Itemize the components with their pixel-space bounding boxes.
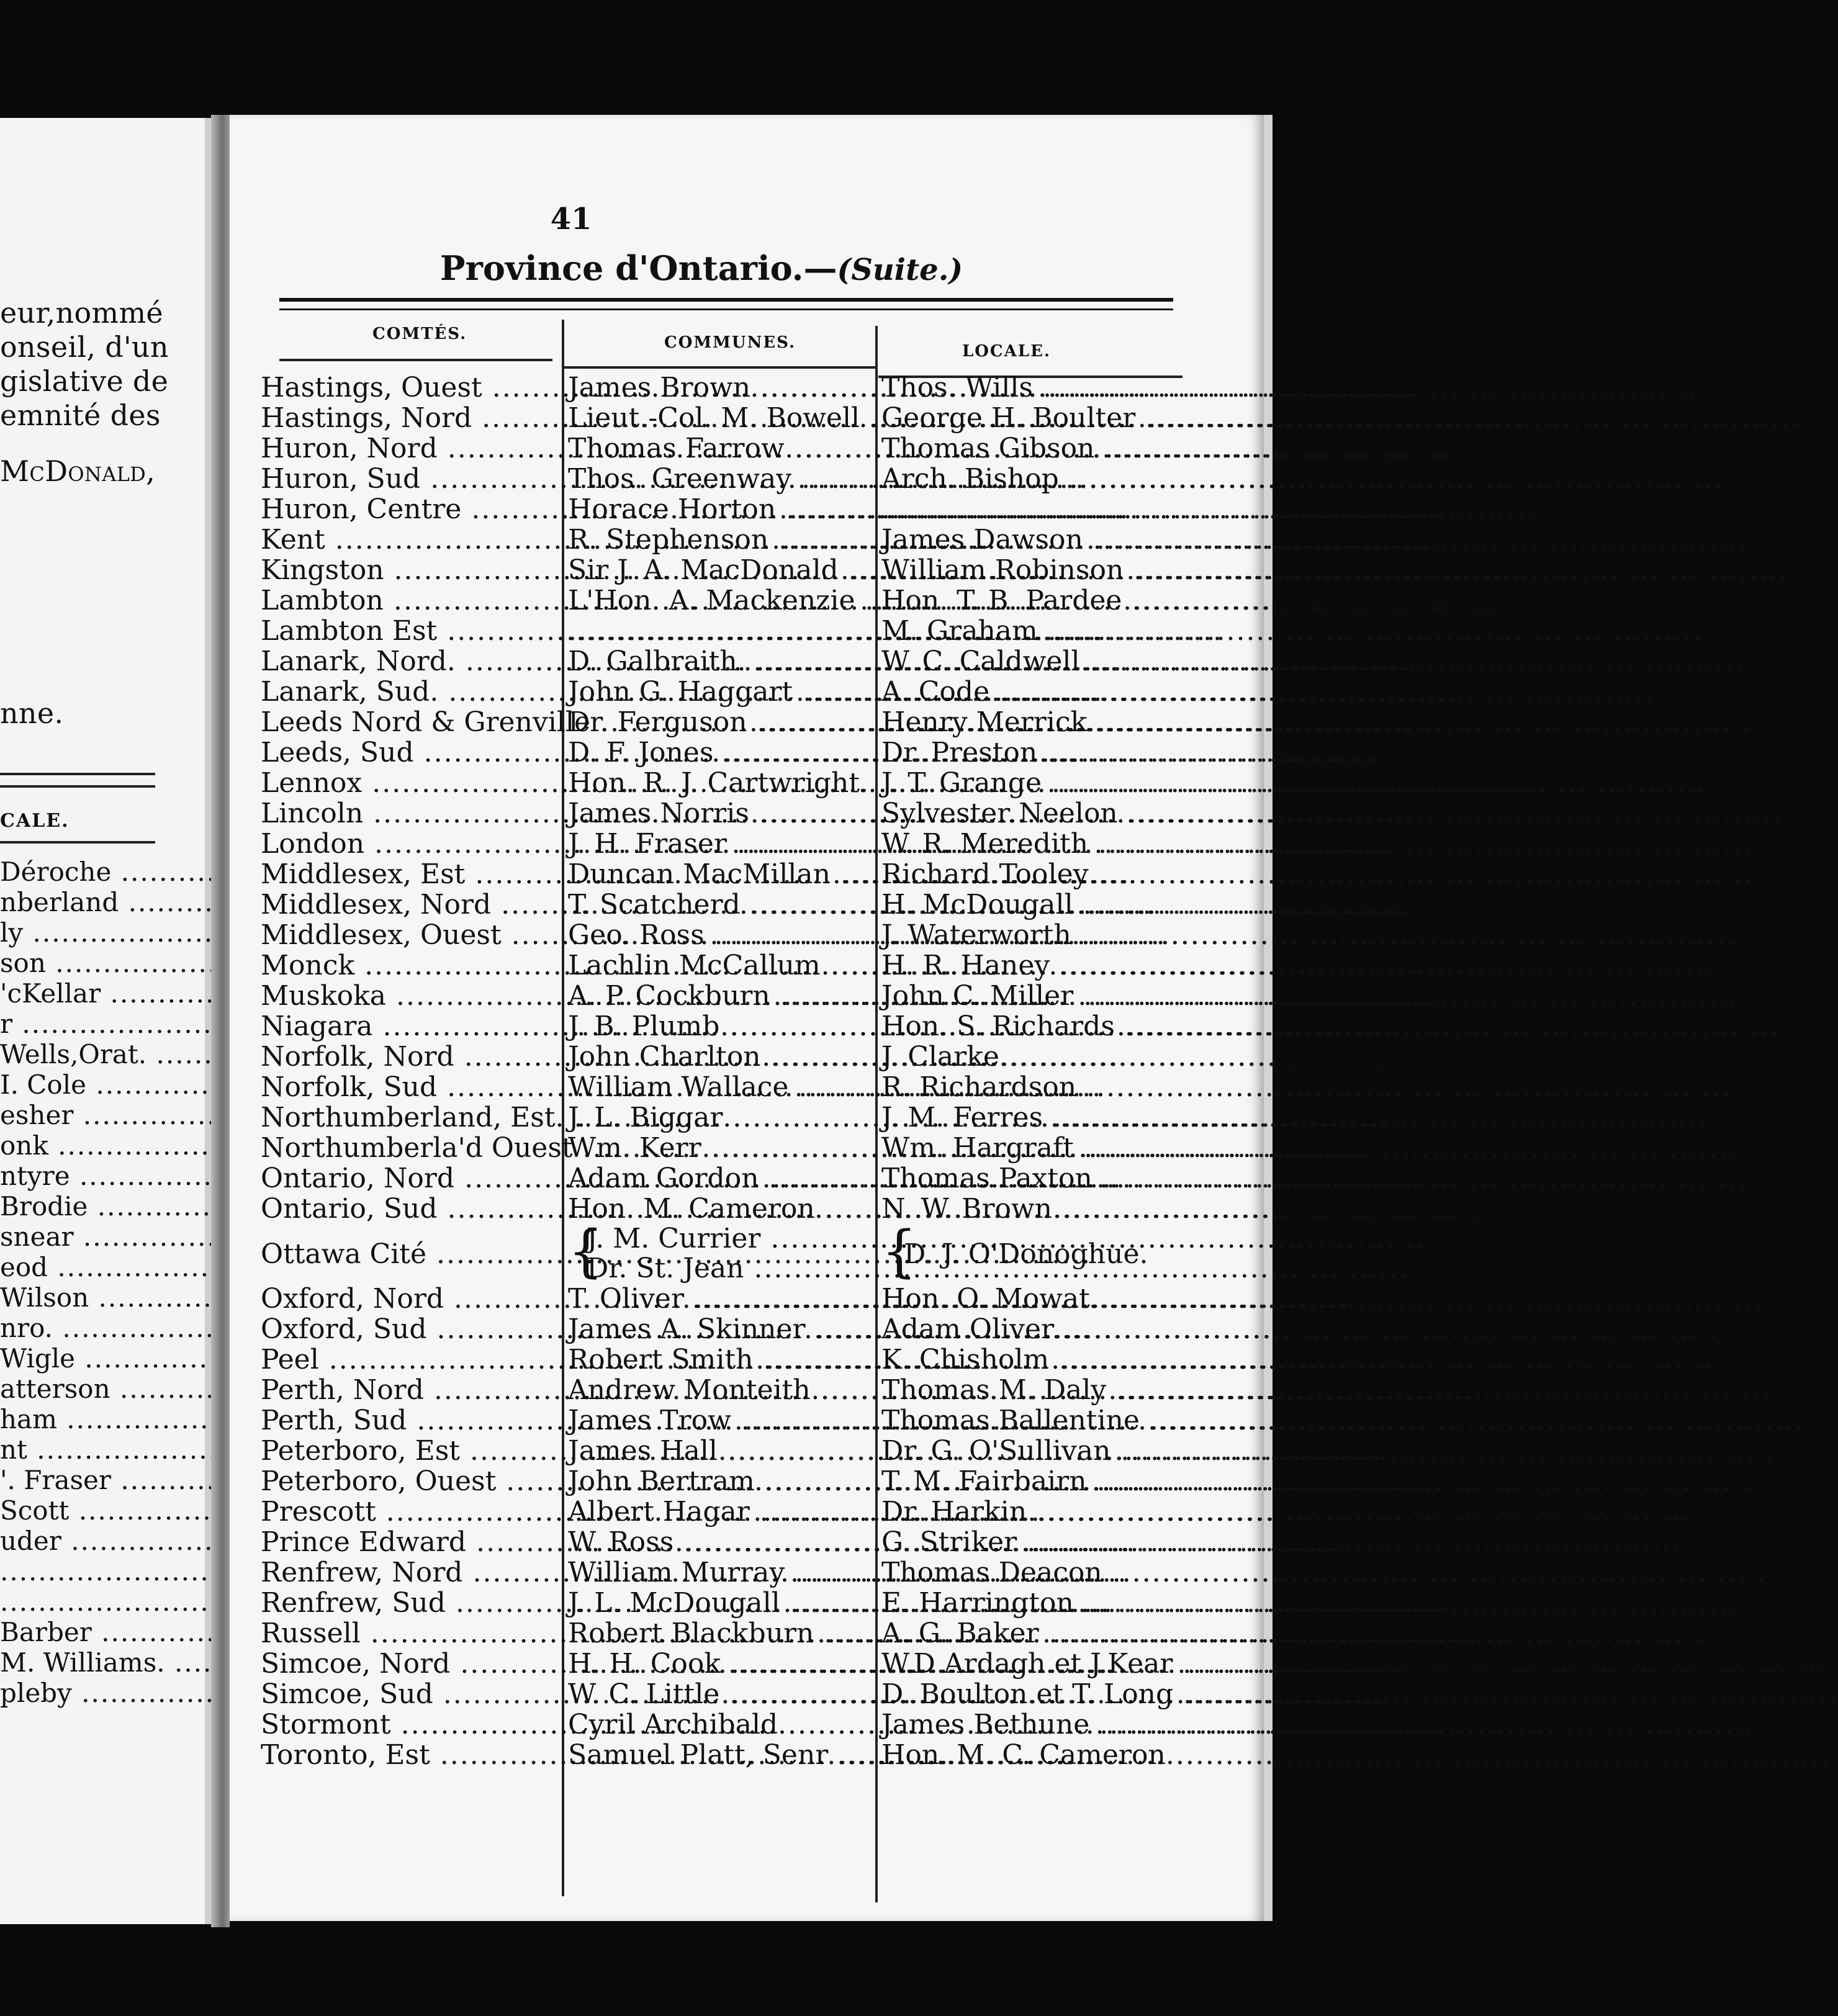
commons-cell: Robert Blackburn ..... <box>568 1618 878 1649</box>
table-row <box>230 524 1223 555</box>
local-cell: Wm. Hargraft ..... <box>881 1133 1186 1163</box>
commons-cell: Thos. Greenway ..... <box>568 464 878 494</box>
members-table <box>230 372 1223 1770</box>
table-row <box>230 433 1223 464</box>
county-cell: Kingston ..... <box>261 555 534 585</box>
county-cell: Middlesex, Ouest ..... <box>261 920 534 950</box>
local-cell: Thomas Deacon ..... <box>881 1557 1186 1588</box>
county-cell: Leeds, Sud ..... <box>261 737 534 768</box>
local-cell: Hon. M. C. Cameron ..... <box>881 1740 1186 1770</box>
local-cell: R. Richardson ..... <box>881 1072 1186 1102</box>
county-cell: Prince Edward ..... <box>261 1527 534 1557</box>
county-cell: Peterboro, Est ..... <box>261 1436 534 1466</box>
commons-cell: William Wallace ..... <box>568 1072 878 1102</box>
left-list-row: ham ..... <box>0 1404 803 1434</box>
county-cell: Hastings, Ouest ..... <box>261 372 534 403</box>
county-cell: Perth, Sud ..... <box>261 1405 534 1436</box>
commons-cell <box>568 1219 878 1284</box>
county-cell: Lanark, Nord. ..... <box>261 646 534 677</box>
table-row <box>230 1072 1223 1102</box>
commons-cell: Cyril Archibald ..... <box>568 1709 878 1740</box>
left-rule <box>0 773 155 775</box>
commons-cell: L'Hon. A. Mackenzie ..... <box>568 585 878 616</box>
left-fragment: gislative de <box>0 364 169 398</box>
county-cell: Lennox ..... <box>261 768 534 798</box>
table-row <box>230 798 1223 829</box>
commons-cell: James Norris ..... <box>568 798 878 829</box>
table-row <box>230 1163 1223 1194</box>
county-cell: Huron, Centre ..... <box>261 494 534 524</box>
commons-cell: Wm. Kerr ..... <box>568 1133 878 1163</box>
left-list-row: uder ..... <box>0 1526 803 1556</box>
left-list-row: nro. ..... <box>0 1313 803 1343</box>
commons-cell: A. P. Cockburn ..... <box>568 981 878 1011</box>
column-header-comtes: COMTÉS. <box>372 325 467 343</box>
table-row <box>230 1194 1223 1224</box>
local-cell: John C. Miller ..... <box>881 981 1186 1011</box>
table-row <box>230 981 1223 1011</box>
commons-cell: Lieut.-Col. M. Bowell ..... <box>568 403 878 433</box>
commons-cell: Albert Hagar ..... <box>568 1496 878 1527</box>
local-cell: James Dawson ..... <box>881 524 1186 555</box>
local-cell: Arch. Bishop ..... <box>881 464 1186 494</box>
county-cell: Perth, Nord ..... <box>261 1375 534 1405</box>
county-cell: Ottawa Cité ..... <box>261 1239 534 1269</box>
commons-cell: J. L. Biggar ..... <box>568 1102 878 1133</box>
brace-glyph: { <box>568 1219 604 1284</box>
left-list-row: '. Fraser ..... <box>0 1465 803 1495</box>
table-row <box>230 1375 1223 1405</box>
county-cell: Lambton ..... <box>261 585 534 616</box>
commons-cell: T. Oliver ..... <box>568 1284 878 1314</box>
table-row <box>230 889 1223 920</box>
left-list-row: eod ..... <box>0 1252 803 1282</box>
local-cell: N. W. Brown ..... <box>881 1194 1186 1224</box>
county-cell: Stormont ..... <box>261 1709 534 1740</box>
page-number: 41 <box>550 202 592 236</box>
left-list-row: ntyre ..... <box>0 1161 803 1191</box>
commons-cell: J. L. McDougall ..... <box>568 1588 878 1618</box>
table-row <box>230 1102 1223 1133</box>
left-fragment: McDonald, <box>0 454 156 488</box>
left-list-row: Wells,Orat. ..... <box>0 1039 803 1069</box>
county-cell: Northumberla'd Ouest ..... <box>261 1133 534 1163</box>
left-list-row: M. Williams. ..... <box>0 1647 803 1678</box>
county-cell: Lambton Est ..... <box>261 616 534 646</box>
local-cell: Dr. G. O'Sullivan ..... <box>881 1436 1186 1466</box>
commons-cell: D. Galbraith. ..... <box>568 646 878 677</box>
title-suffix: (Suite.) <box>837 253 963 287</box>
table-row <box>230 1588 1223 1618</box>
county-cell: Leeds Nord & Grenville ..... <box>261 707 534 737</box>
left-rule <box>0 841 155 844</box>
local-cell: Richard Tooley ..... <box>881 859 1186 889</box>
local-cell: G. Striker ..... <box>881 1527 1186 1557</box>
commons-cell: John Charlton ..... <box>568 1042 878 1072</box>
local-cell: Hon. T. B. Pardee ..... <box>881 585 1186 616</box>
commons-cell: Andrew Monteith ..... <box>568 1375 878 1405</box>
county-cell: Huron, Nord ..... <box>261 433 534 464</box>
county-cell: Monck ..... <box>261 950 534 981</box>
local-cell: George H. Boulter ..... <box>881 403 1186 433</box>
table-row <box>230 1011 1223 1042</box>
header-underline-comtes <box>279 359 552 361</box>
right-page <box>230 115 1273 1921</box>
header-underline-communes <box>562 366 875 369</box>
local-cell: Dr. Harkin ..... <box>881 1496 1186 1527</box>
left-list-row: Wilson ..... <box>0 1282 803 1313</box>
local-cell: H. McDougall ..... <box>881 889 1186 920</box>
table-row <box>230 1649 1223 1679</box>
local-cell: Thomas M. Daly ..... <box>881 1375 1186 1405</box>
county-cell: Lincoln ..... <box>261 798 534 829</box>
table-row <box>230 1557 1223 1588</box>
table-row <box>230 1042 1223 1072</box>
table-row <box>230 1219 1223 1284</box>
commons-cell: Lachlin McCallum ..... <box>568 950 878 981</box>
local-cell: W. C. Caldwell ..... <box>881 646 1186 677</box>
local-cell: M. Graham ..... <box>881 616 1186 646</box>
local-cell: Dr. Preston ..... <box>881 737 1186 768</box>
left-list-row: Scott ..... <box>0 1495 803 1526</box>
table-row <box>230 1466 1223 1496</box>
commons-cell: J. B. Plumb ..... <box>568 1011 878 1042</box>
county-cell: Ontario, Nord ..... <box>261 1163 534 1194</box>
left-list-row: nt ..... <box>0 1434 803 1465</box>
county-cell: Norfolk, Sud ..... <box>261 1072 534 1102</box>
local-cell: J. Waterworth ..... <box>881 920 1186 950</box>
table-row <box>230 1314 1223 1344</box>
county-cell: Peterboro, Ouest ..... <box>261 1466 534 1496</box>
local-name: D. J. O'Donoghue. <box>904 1238 1148 1270</box>
commons-cell: James A. Skinner ..... <box>568 1314 878 1344</box>
table-row <box>230 555 1223 585</box>
commons-cell: John G. Haggart ..... <box>568 677 878 707</box>
local-cell: Thomas Gibson ..... <box>881 433 1186 464</box>
county-cell: Oxford, Nord ..... <box>261 1284 534 1314</box>
county-cell: Renfrew, Nord ..... <box>261 1557 534 1588</box>
commons-cell: D. F. Jones ..... <box>568 737 878 768</box>
commons-cell: J. H. Fraser ..... <box>568 829 878 859</box>
local-cell: A. Code ..... <box>881 677 1186 707</box>
commons-name: Dr. St. Jean ..... <box>568 1254 878 1284</box>
left-fragment: nne. <box>0 696 64 730</box>
table-row <box>230 1344 1223 1375</box>
county-cell: Renfrew, Sud ..... <box>261 1588 534 1618</box>
local-cell: H. R. Haney ..... <box>881 950 1186 981</box>
commons-cell: H. H. Cook ..... <box>568 1649 878 1679</box>
local-cell: Thos. Wills ..... <box>881 372 1186 403</box>
county-cell: London ..... <box>261 829 534 859</box>
local-cell: J. M. Ferres ..... <box>881 1102 1186 1133</box>
county-cell: Russell ..... <box>261 1618 534 1649</box>
county-cell: Lanark, Sud. ..... <box>261 677 534 707</box>
local-cell: J. Clarke ..... <box>881 1042 1186 1072</box>
left-list-row: nberland ..... <box>0 887 803 917</box>
table-row <box>230 859 1223 889</box>
commons-cell: T. Scatcherd ..... <box>568 889 878 920</box>
table-row <box>230 737 1223 768</box>
table-row <box>230 494 1223 524</box>
table-row <box>230 677 1223 707</box>
left-list-row: Barber ..... <box>0 1617 803 1647</box>
left-list-row: Brodie ..... <box>0 1191 803 1222</box>
table-row <box>230 1436 1223 1466</box>
table-row <box>230 1284 1223 1314</box>
commons-cell: William Murray ..... <box>568 1557 878 1588</box>
title-text: Province d'Ontario.— <box>439 248 837 288</box>
column-header-communes: COMMUNES. <box>664 333 796 352</box>
left-list-row: onk ..... <box>0 1130 803 1161</box>
left-list-row: I. Cole ..... <box>0 1069 803 1100</box>
left-list-row: ly ..... <box>0 917 803 948</box>
table-row <box>230 829 1223 859</box>
commons-cell: Hon. R. J. Cartwright. ..... <box>568 768 878 798</box>
table-row <box>230 1405 1223 1436</box>
left-fragment: eur,nommé <box>0 296 163 330</box>
left-page-fragment <box>0 118 211 1924</box>
table-row <box>230 646 1223 677</box>
local-cell: James Bethune ..... <box>881 1709 1186 1740</box>
brace-glyph: { <box>881 1219 917 1284</box>
table-row <box>230 707 1223 737</box>
commons-name: J. M. Currier ..... <box>568 1224 878 1254</box>
county-cell: Peel ..... <box>261 1344 534 1375</box>
table-row <box>230 585 1223 616</box>
left-list-row: atterson ..... <box>0 1374 803 1404</box>
commons-cell: Robert Smith ..... <box>568 1344 878 1375</box>
table-row <box>230 464 1223 494</box>
local-cell: W. R. Meredith ..... <box>881 829 1186 859</box>
local-cell: Henry Merrick ..... <box>881 707 1186 737</box>
county-cell: Oxford, Sud ..... <box>261 1314 534 1344</box>
left-list-row: Wigle ..... <box>0 1343 803 1374</box>
page-title <box>230 248 1173 288</box>
commons-cell: James Hall ..... <box>568 1436 878 1466</box>
commons-cell: W. C. Little ..... <box>568 1679 878 1709</box>
table-row <box>230 616 1223 646</box>
local-cell: D. Boulton et T. Long ..... <box>881 1679 1186 1709</box>
left-list-row: snear ..... <box>0 1222 803 1252</box>
left-list-row: Déroche ..... <box>0 857 803 887</box>
county-cell: Middlesex, Nord ..... <box>261 889 534 920</box>
local-cell: Sylvester Neelon ..... <box>881 798 1186 829</box>
county-cell: Northumberland, Est. ..... <box>261 1102 534 1133</box>
table-row <box>230 1527 1223 1557</box>
local-cell: A. G. Baker ..... <box>881 1618 1186 1649</box>
local-cell: E. Harrington ..... <box>881 1588 1186 1618</box>
table-row <box>230 372 1223 403</box>
commons-cell: Adam Gordon ..... <box>568 1163 878 1194</box>
column-header-locale: LOCALE. <box>962 342 1051 361</box>
table-row <box>230 1618 1223 1649</box>
table-row <box>230 1740 1223 1770</box>
local-cell: T. M. Fairbairn ..... <box>881 1466 1186 1496</box>
left-column-header: CALE. <box>0 810 70 832</box>
commons-cell: Samuel Platt, Senr ..... <box>568 1740 878 1770</box>
commons-cell: James Brown ..... <box>568 372 878 403</box>
table-row <box>230 920 1223 950</box>
commons-cell: John Bertram ..... <box>568 1466 878 1496</box>
table-row <box>230 1679 1223 1709</box>
county-cell: Ontario, Sud ..... <box>261 1194 534 1224</box>
county-cell: Hastings, Nord ..... <box>261 403 534 433</box>
commons-cell: W. Ross ..... <box>568 1527 878 1557</box>
county-cell: Muskoka ..... <box>261 981 534 1011</box>
local-cell: Thomas Ballentine ..... <box>881 1405 1186 1436</box>
local-cell: Hon. S. Richards ..... <box>881 1011 1186 1042</box>
commons-cell: R. Stephenson ..... <box>568 524 878 555</box>
local-cell <box>881 1219 1186 1284</box>
county-cell: Simcoe, Sud ..... <box>261 1679 534 1709</box>
local-cell: Adam Oliver ..... <box>881 1314 1186 1344</box>
left-fragment: onseil, d'un <box>0 330 169 364</box>
commons-cell: Thomas Farrow ..... <box>568 433 878 464</box>
county-cell: Kent ..... <box>261 524 534 555</box>
table-row <box>230 768 1223 798</box>
local-cell: J. T. Grange ..... <box>881 768 1186 798</box>
title-rule <box>279 298 1173 302</box>
commons-cell: James Trow ..... <box>568 1405 878 1436</box>
table-row <box>230 950 1223 981</box>
commons-cell: Horace Horton ..... <box>568 494 878 524</box>
left-list-row: r ..... <box>0 1009 803 1039</box>
left-list-row: pleby ..... <box>0 1678 803 1708</box>
left-list-row: 'cKellar ..... <box>0 978 803 1009</box>
book-gutter <box>211 115 230 1927</box>
local-cell: W.D Ardagh et J.Kear ..... <box>881 1649 1186 1679</box>
left-rule <box>0 785 155 788</box>
county-cell: Norfolk, Nord ..... <box>261 1042 534 1072</box>
left-fragment: emnité des <box>0 398 161 432</box>
commons-cell: Geo. Ross ..... <box>568 920 878 950</box>
county-cell: Toronto, Est ..... <box>261 1740 534 1770</box>
local-cell: Thomas Paxton ..... <box>881 1163 1186 1194</box>
commons-cell: Hon. M. Cameron ..... <box>568 1194 878 1224</box>
county-cell: Middlesex, Est ..... <box>261 859 534 889</box>
title-rule <box>279 308 1173 310</box>
commons-cell: Dr. Ferguson ..... <box>568 707 878 737</box>
county-cell: Prescott ..... <box>261 1496 534 1527</box>
county-cell: Huron, Sud ..... <box>261 464 534 494</box>
left-list-row: son ..... <box>0 948 803 978</box>
commons-cell: Sir J. A. MacDonald ..... <box>568 555 878 585</box>
local-cell <box>881 494 1186 524</box>
commons-cell: Duncan MacMillan ..... <box>568 859 878 889</box>
commons-cell <box>568 616 878 646</box>
table-row <box>230 1133 1223 1163</box>
table-row <box>230 403 1223 433</box>
left-list-row: esher ..... <box>0 1100 803 1130</box>
table-row <box>230 1496 1223 1527</box>
local-cell: Hon. O. Mowat. ..... <box>881 1284 1186 1314</box>
county-cell: Niagara ..... <box>261 1011 534 1042</box>
local-cell: William Robinson ..... <box>881 555 1186 585</box>
county-cell: Simcoe, Nord ..... <box>261 1649 534 1679</box>
table-row <box>230 1709 1223 1740</box>
local-cell: K. Chisholm ..... <box>881 1344 1186 1375</box>
